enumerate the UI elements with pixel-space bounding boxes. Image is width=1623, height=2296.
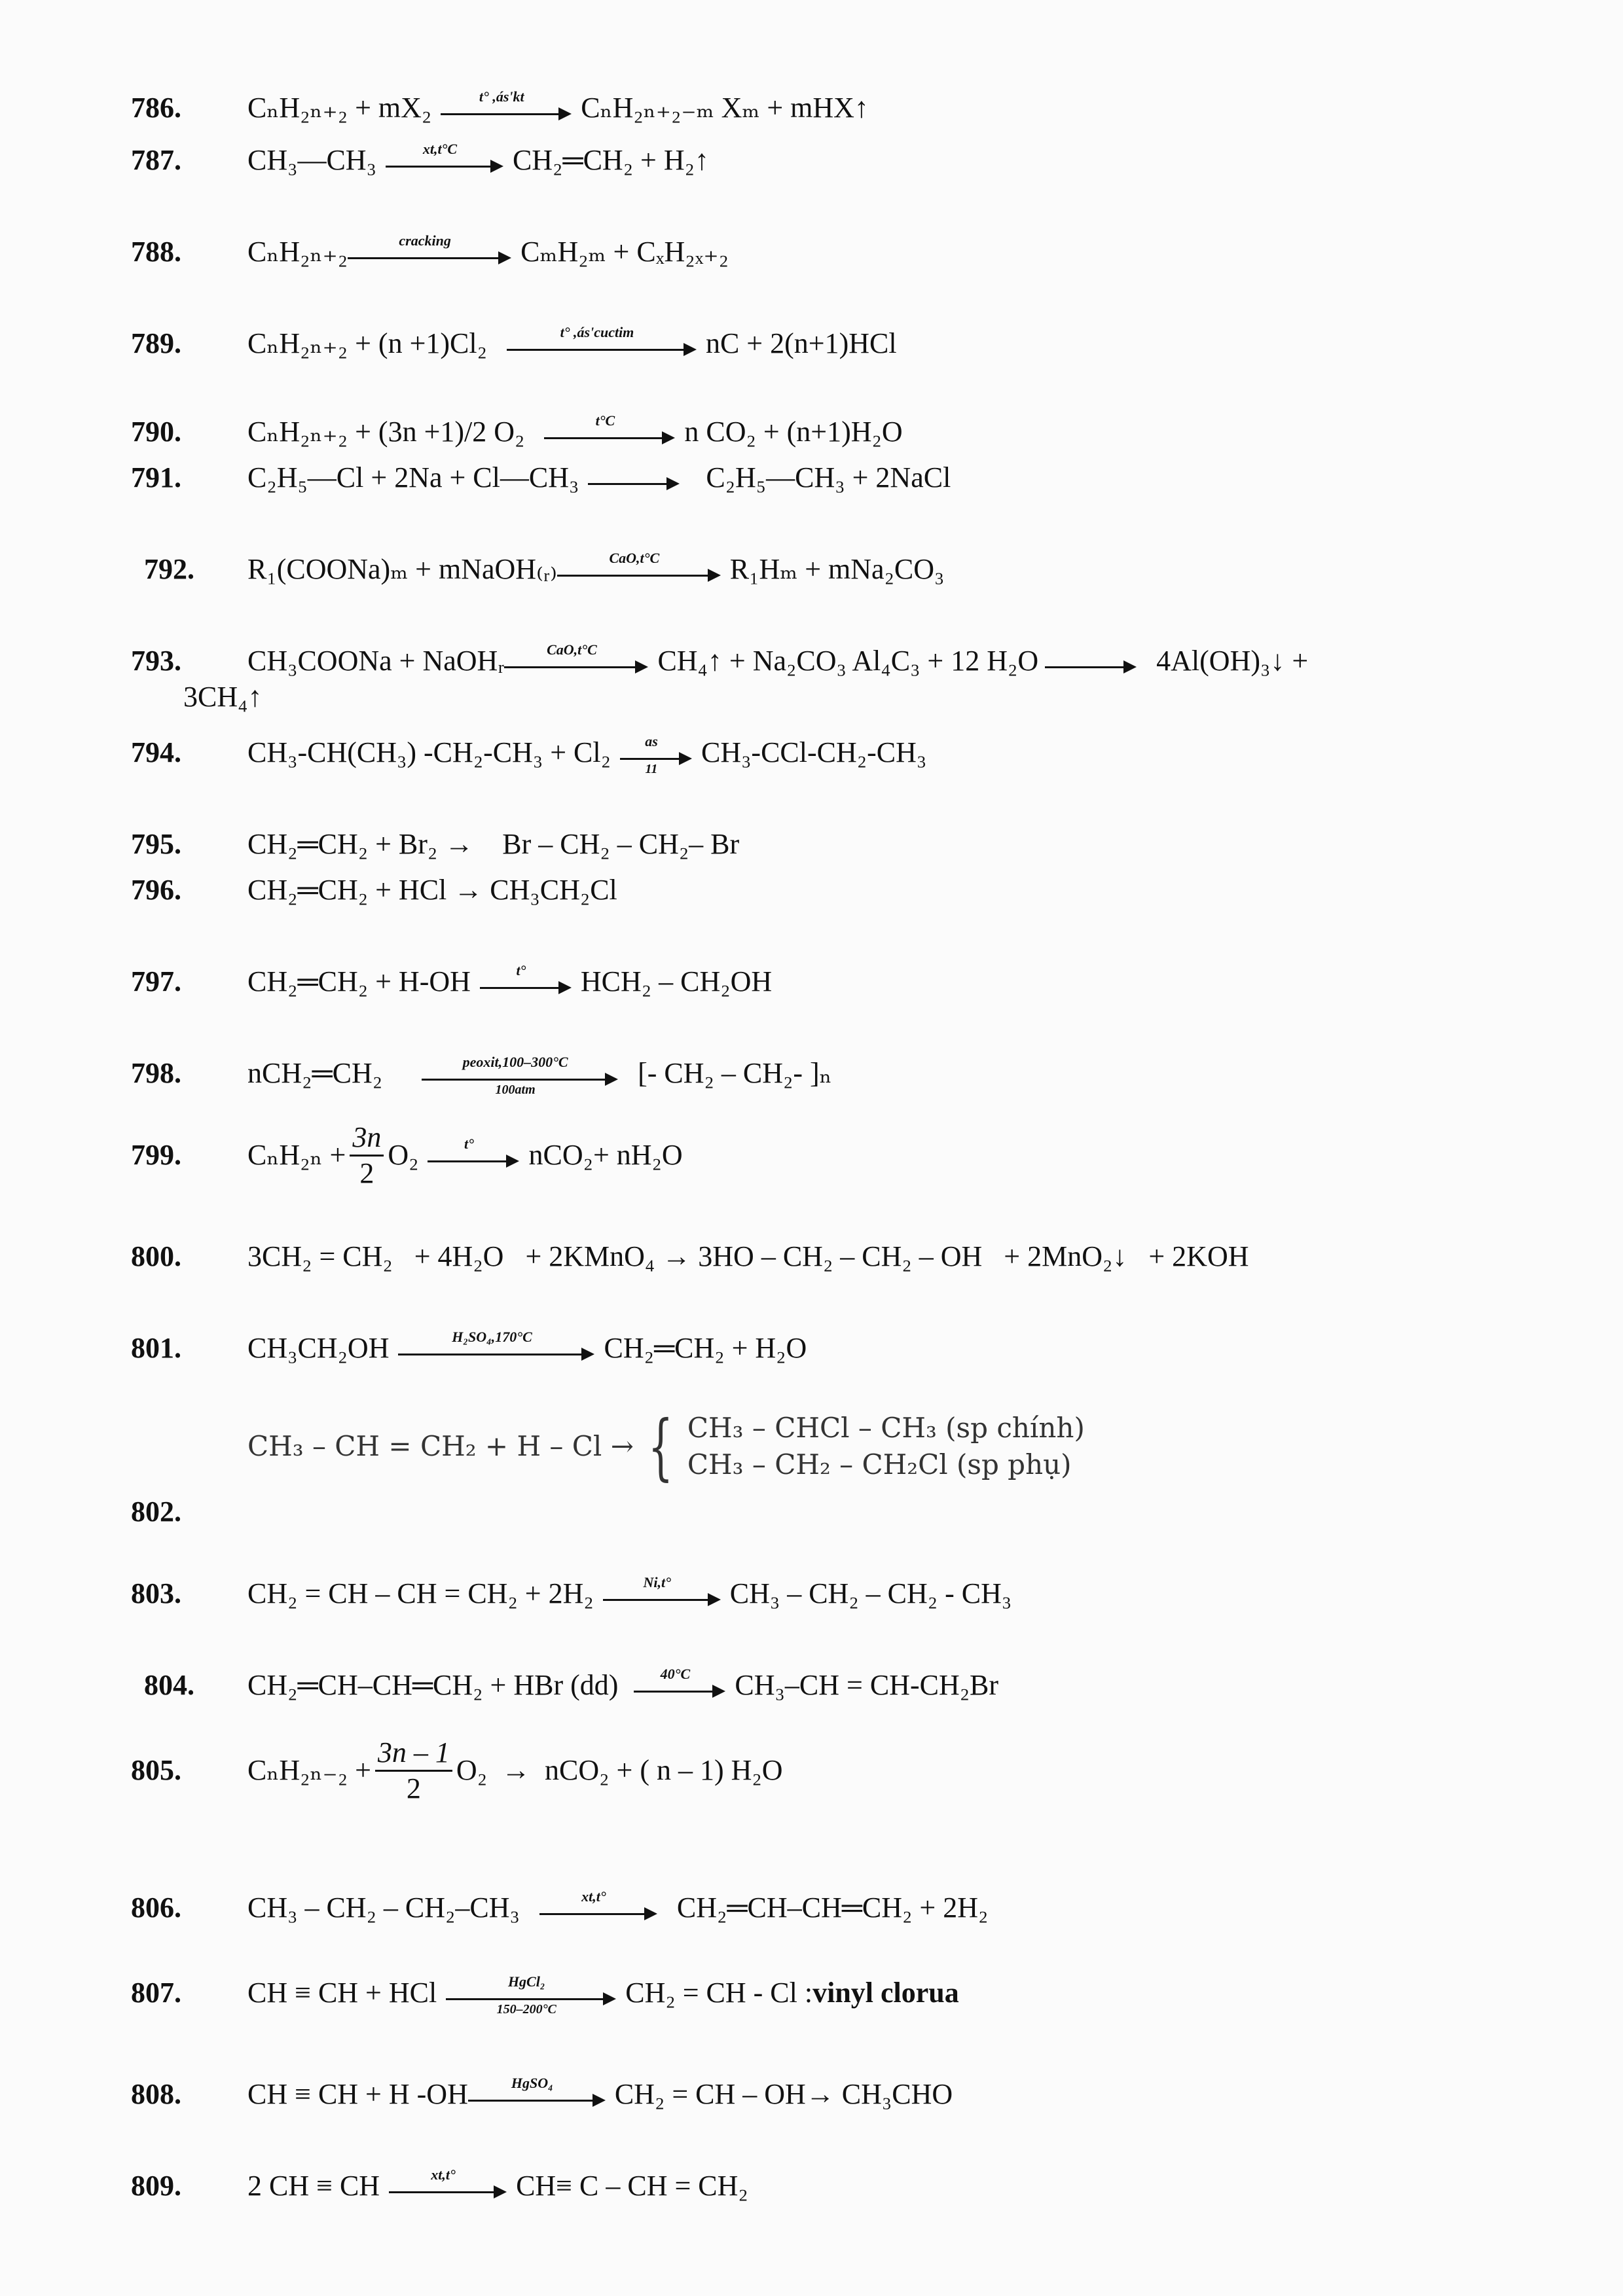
reactants: CH₂═CH₂ + H-OH: [247, 965, 471, 997]
equation-792: [0, 543, 1623, 596]
equation-number: 790.: [131, 416, 181, 448]
reaction-arrow: xt,t°: [539, 1888, 657, 1928]
products: HCH₂ – CH₂OH: [580, 965, 773, 997]
equation-794: [0, 726, 1623, 779]
equation-805: [0, 1721, 1623, 1820]
equation-801: [0, 1322, 1623, 1374]
products: CH₂═CH₂ + H₂O: [604, 1332, 807, 1364]
equation-text: CH₂═CH₂ + HCl → CH₃CH₂Cl: [247, 874, 617, 906]
reactants: CH₃CH₂OH: [247, 1332, 390, 1364]
equation-number: 794.: [131, 736, 181, 768]
products: CH≡ C – CH = CH₂: [516, 2170, 748, 2202]
reactants: R₁(COONa)ₘ + mNaOH₍ᵣ₎: [247, 553, 557, 585]
equation-number: 795.: [131, 828, 181, 860]
reactants: 2 CH ≡ CH: [247, 2170, 380, 2202]
equation-number: 807.: [131, 1977, 181, 2009]
reaction-arrow: H₂SO₄,170°C: [398, 1329, 594, 1368]
equation-787: [0, 134, 1623, 187]
products: CₘH₂ₘ + CₓH₂ₓ₊₂: [520, 236, 729, 268]
equation-802: [0, 1401, 1623, 1532]
reactants: CH ≡ CH + H -OH: [247, 2078, 468, 2110]
equation-number: 805.: [131, 1754, 181, 1786]
brace: {: [647, 1405, 674, 1488]
equation-number: 802.: [131, 1496, 181, 1528]
equation-number: 793.: [131, 645, 181, 677]
products: CH₃ – CH₂ – CH₂ - CH₃: [729, 1577, 1012, 1609]
reaction-arrow: xt,t°: [389, 2166, 507, 2206]
reactants: nCH₂═CH₂: [247, 1057, 383, 1089]
reaction-arrow: t°: [480, 962, 572, 1001]
equation-number: 804.: [144, 1669, 194, 1701]
equation-number: 809.: [131, 2170, 181, 2202]
equation-790: [0, 406, 1623, 458]
products-continued: 3CH₄↑: [183, 681, 263, 713]
equation-809: [0, 2160, 1623, 2212]
products: nC + 2(n+1)HCl: [705, 327, 897, 359]
equation-number: 803.: [131, 1577, 181, 1609]
reaction-remainder: O₂ → nCO₂ + ( n – 1) H₂O: [456, 1754, 783, 1786]
products: CₙH₂ₙ₊₂₋ₘ Xₘ + mHX↑: [581, 92, 869, 124]
equation-800: [0, 1230, 1623, 1283]
reactants: CH₂ = CH – CH = CH₂ + 2H₂: [247, 1577, 594, 1609]
main-product: CH₃ – CHCl – CH₃ (sp chính): [687, 1412, 1085, 1444]
equation-795: [0, 818, 1623, 870]
reaction-arrow: xt,t°C: [386, 141, 503, 180]
equation-804: [0, 1659, 1623, 1712]
equation-number: 797.: [131, 965, 181, 997]
reaction-arrow: 40°C: [634, 1666, 725, 1705]
reactants: CH₃ – CH = CH₂ + H – Cl →: [247, 1430, 634, 1462]
products: CH₂ = CH – OH→ CH₃CHO: [614, 2078, 953, 2110]
products: nCO₂+ nH₂O: [528, 1139, 683, 1171]
reaction-arrow: t° ,ás'cuctim: [507, 324, 697, 363]
equation-799: [0, 1106, 1623, 1204]
reactants: CH₃COONa + NaOHᵣ: [247, 645, 505, 677]
equation-803: [0, 1568, 1623, 1620]
products-continued: 4Al(OH)₃↓ +: [1156, 645, 1309, 677]
equation-text: 3CH₂ = CH₂ + 4H₂O + 2KMnO₄ → 3HO – CH₂ – CH₂ – OH + 2MnO₂↓ + 2KOH: [247, 1240, 1249, 1272]
equation-text: CH₂═CH₂ + Br₂ → Br – CH₂ – CH₂– Br: [247, 828, 740, 860]
reactants: C₂H₅—Cl + 2Na + Cl—CH₃: [247, 461, 579, 493]
reaction-arrow: [588, 458, 680, 497]
equation-number: 789.: [131, 327, 181, 359]
products: n CO₂ + (n+1)H₂O: [684, 416, 903, 448]
products: CH₂═CH–CH═CH₂ + 2H₂: [676, 1892, 989, 1924]
coefficient-fraction: $\frac{3n - 1}{2}$: [375, 1738, 452, 1803]
equation-number: 792.: [144, 553, 194, 585]
products: R₁Hₘ + mNa₂CO₃: [729, 553, 945, 585]
product-name: vinyl clorua: [812, 1977, 959, 2009]
equation-number: 791.: [131, 461, 181, 493]
reaction-arrow: Ni,t°: [603, 1574, 721, 1613]
products: C₂H₅—CH₃ + 2NaCl: [706, 461, 951, 493]
equation-798: [0, 1047, 1623, 1100]
reaction-arrow: t°: [428, 1136, 519, 1175]
equation-808: [0, 2068, 1623, 2121]
equation-number: 798.: [131, 1057, 181, 1089]
equation-number: 786.: [131, 92, 181, 124]
coefficient-fraction: $\frac{3n}{2}$: [350, 1123, 384, 1188]
equation-806: [0, 1882, 1623, 1934]
equation-788: [0, 226, 1623, 278]
reaction-arrow: HgCl₂ 150–200°C: [446, 1973, 616, 2013]
reaction-arrow: HgSO₄: [468, 2075, 606, 2114]
products: CH₂═CH₂ + H₂↑: [512, 144, 709, 176]
reactants: O₂: [388, 1139, 419, 1171]
equation-791: [0, 452, 1623, 504]
equation-number: 787.: [131, 144, 181, 176]
reaction-arrow: peoxit,100–300°C 100atm: [422, 1054, 618, 1093]
reactants: CH₃ – CH₂ – CH₂–CH₃: [247, 1892, 520, 1924]
reactants: CₙH₂ₙ₋₂ +: [247, 1754, 371, 1786]
reactants: CₙH₂ₙ₊₂ + (n +1)Cl₂: [247, 327, 487, 359]
reactants: CₙH₂ₙ₊₂: [247, 236, 348, 268]
reactants: CₙH₂ₙ +: [247, 1139, 346, 1171]
equation-793-continued: [0, 677, 1623, 717]
reactants: CH₃—CH₃: [247, 144, 376, 176]
equation-number: 788.: [131, 236, 181, 268]
reactants: CₙH₂ₙ₊₂ + mX₂: [247, 92, 432, 124]
reactants: CH₃-CH(CH₃) -CH₂-CH₃ + Cl₂: [247, 736, 611, 768]
reaction-arrow: cracking: [348, 232, 511, 272]
equation-number: 808.: [131, 2078, 181, 2110]
products: [- CH₂ – CH₂- ]ₙ: [638, 1057, 832, 1089]
products: CH₂ = CH - Cl :: [625, 1977, 813, 2009]
reactants: CH ≡ CH + HCl: [247, 1977, 437, 2009]
equation-number: 799.: [131, 1139, 181, 1171]
reaction-arrow: as 11: [620, 733, 692, 772]
equation-786: [0, 82, 1623, 134]
reactants: CH₂═CH–CH═CH₂ + HBr (dd): [247, 1669, 619, 1701]
side-product: CH₃ – CH₂ – CH₂Cl (sp phụ): [687, 1448, 1072, 1480]
products: CH₄↑ + Na₂CO₃ Al₄C₃ + 12 H₂O: [657, 645, 1039, 677]
reaction-arrow: t°C: [544, 412, 675, 452]
equation-807: [0, 1967, 1623, 2019]
equation-number: 806.: [131, 1892, 181, 1924]
equation-number: 800.: [131, 1240, 181, 1272]
products: CH₃–CH = CH-CH₂Br: [735, 1669, 999, 1701]
reaction-arrow: CaO,t°C: [557, 550, 721, 589]
equation-789: [0, 317, 1623, 370]
markovnikov-addition: [247, 1405, 1085, 1488]
equation-number: 796.: [131, 874, 181, 906]
products: CH₃-CCl-CH₂-CH₃: [701, 736, 927, 768]
reaction-arrow: t° ,ás'kt: [441, 88, 572, 128]
equation-797: [0, 956, 1623, 1008]
reaction-arrow: [1045, 641, 1137, 681]
equation-number: 801.: [131, 1332, 181, 1364]
equation-796: [0, 864, 1623, 916]
reaction-arrow: CaO,t°C: [504, 641, 648, 681]
reactants: CₙH₂ₙ₊₂ + (3n +1)/2 O₂: [247, 416, 525, 448]
